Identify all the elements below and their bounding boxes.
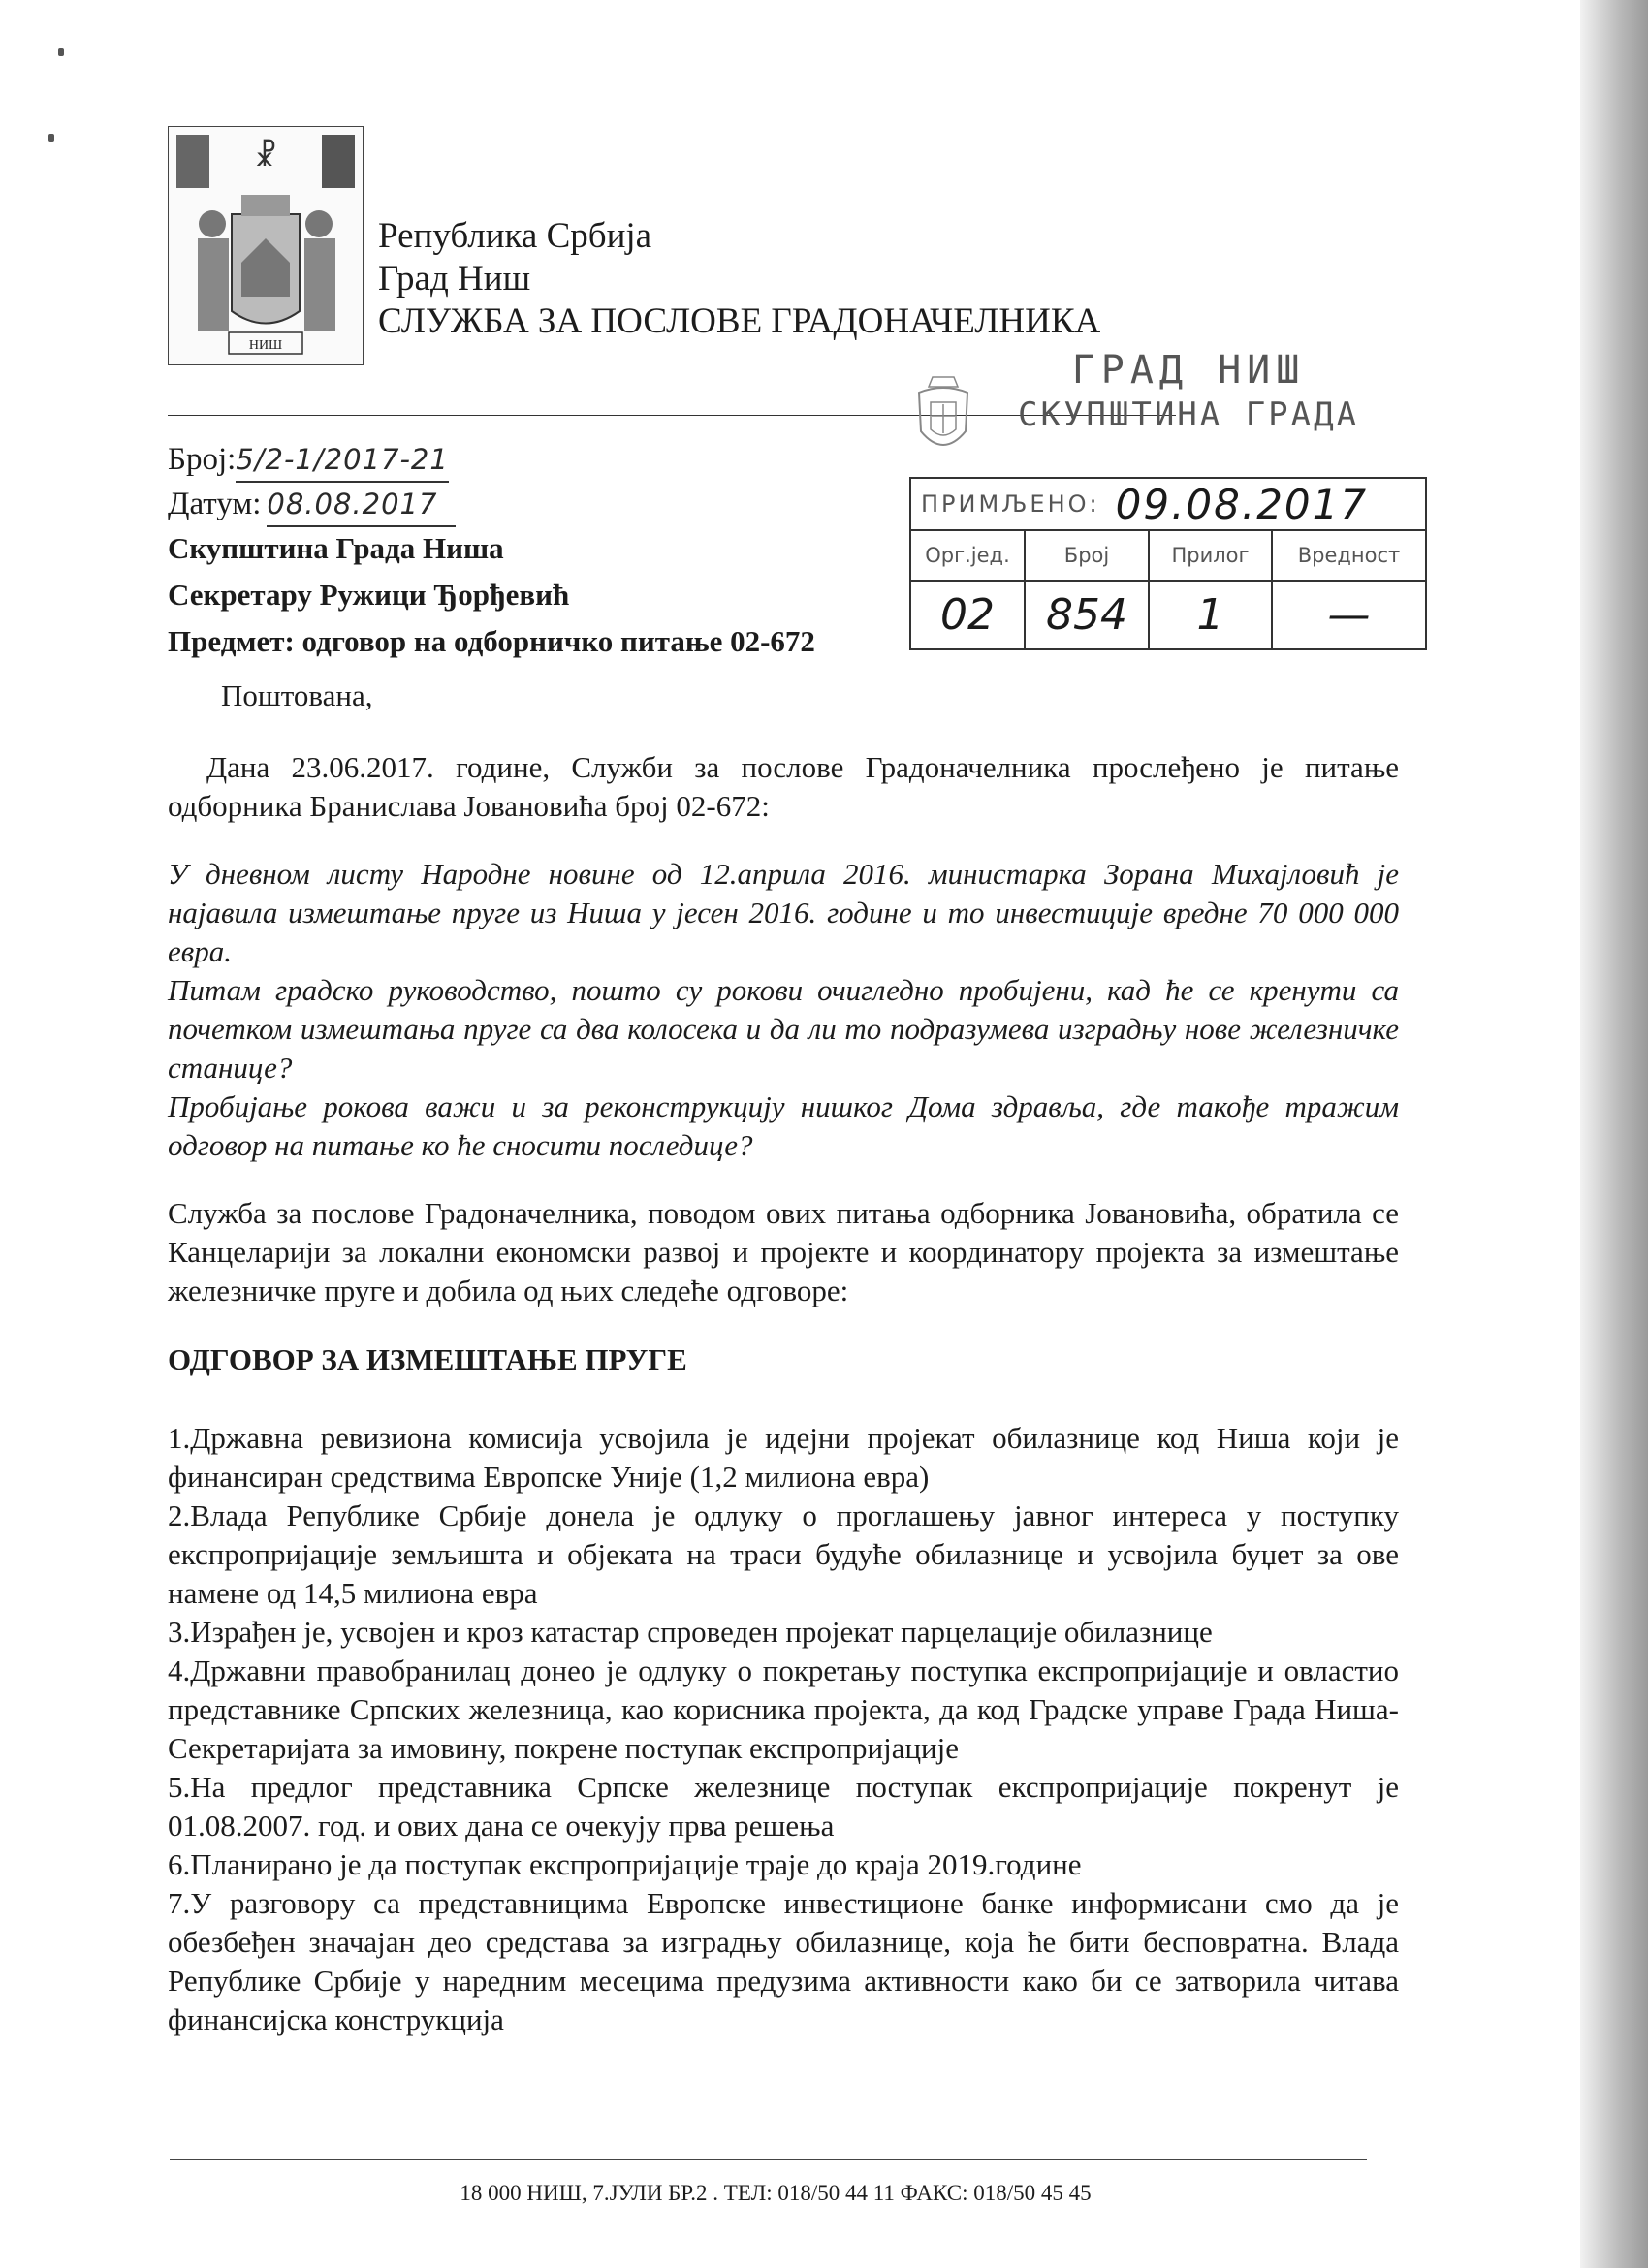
received-date: 09.08.2017: [1115, 480, 1369, 528]
answer-item: 2.Влада Републике Србије донела је одлуку о проглашењу јавног интереса у поступку експропријације земљишта и објеката на траси будуће обилазнице и усвојила буџет за ове намене од 14,5 милиона евра: [168, 1498, 1399, 1610]
serbian-emblem-stamp: [911, 373, 975, 460]
answer-item: 4.Државни правобранилац донео је одлуку о покретању поступка експропријације и овластио представнике Српских железница, као корисника пројекта, да код Градске управе Града Ниша-Секретаријата за имовину, покрене поступак експропријације: [168, 1654, 1399, 1765]
question-paragraph: Питам градско руководство, пошто су рокови очигледно пробијени, кад ће се кренути са почетком измештања пруге са два колосека и да ли то подразумева изградњу нове железничке станице?: [168, 973, 1399, 1085]
greeting: Поштована,: [221, 678, 373, 712]
reg-number-value: 854: [1026, 582, 1150, 648]
org-unit-value: 02: [911, 582, 1026, 648]
number-value: 5/2-1/2017-21: [236, 438, 449, 483]
value-value: —: [1327, 590, 1371, 640]
number-row: [168, 438, 456, 483]
document-meta: [168, 438, 456, 527]
date-label: Датум:: [168, 487, 262, 521]
answer-item: 6.Планирано је да поступак експропријације траје до краја 2019.године: [168, 1847, 1082, 1881]
svg-text:☧: ☧: [254, 140, 277, 173]
stamp-assembly: СКУПШТИНА ГРАДА: [1018, 395, 1360, 434]
received-row: [911, 479, 1425, 531]
footer-contact: 18 000 НИШ, 7.ЈУЛИ БР.2 . ТЕЛ: 018/50 44 11 ФАКС: 018/50 45 45: [460, 2181, 1092, 2205]
crest-caption: НИШ: [248, 338, 283, 353]
answer-item: 1.Државна ревизиона комисија усвојила је идејни пројекат обилазнице код Ниша који је финансиран средствима Европске Уније (1,2 милиона евра): [168, 1421, 1399, 1494]
city-assembly-stamp: [1018, 347, 1359, 436]
footer-divider: [170, 2159, 1367, 2160]
question-paragraph: Пробијање рокова важи и за реконструкцију нишког Дома здравља, где такође тражим одговор на питање ко ће сносити последице?: [168, 1089, 1399, 1162]
city-coat-of-arms: [168, 126, 364, 365]
answer-item: 3.Израђен је, усвојен и кроз катастар спроведен пројекат парцелације обилазнице: [168, 1615, 1213, 1649]
recipient-assembly: Скупштина Града Ниша: [168, 531, 504, 565]
answer-item: 5.На предлог представника Српске железнице поступак експропријације покренут је 01.08.2007. год. и ових дана се очекују прва решења: [168, 1770, 1399, 1843]
reg-number-header: Број: [1026, 531, 1150, 582]
registration-stamp: [909, 477, 1427, 650]
attachment-value: 1: [1150, 582, 1273, 648]
scan-mark: [48, 134, 54, 142]
stamp-city: ГРАД НИШ: [1071, 348, 1306, 393]
intro-paragraph: Дана 23.06.2017. године, Служби за послове Градоначелника прослеђено је питање одборника Бранислава Јовановића број 02-672:: [168, 750, 1399, 823]
org-unit-header: Орг.јед.: [911, 531, 1026, 582]
registration-grid: [911, 531, 1425, 648]
scanned-page-edge: [1580, 0, 1648, 2268]
letterhead-city: Град Ниш: [378, 259, 531, 299]
scan-mark: [58, 48, 64, 56]
recipient-block: [168, 525, 815, 665]
date-row: [168, 483, 456, 527]
answer-heading: ОДГОВОР ЗА ИЗМЕШТАЊЕ ПРУГЕ: [168, 1342, 687, 1376]
received-label: ПРИМЉЕНО:: [921, 490, 1100, 518]
attachment-header: Прилог: [1150, 531, 1273, 582]
councillor-question: [168, 855, 1399, 1165]
letterhead-office: СЛУЖБА ЗА ПОСЛОВЕ ГРАДОНАЧЕЛНИКА: [378, 301, 1101, 341]
subject-line: Предмет: одговор на одборничко питање 02-672: [168, 624, 815, 658]
answer-item: 7.У разговору са представницима Европске инвестиционе банке информисани смо да је обезбеђен значајан део средстава за изградњу обилазнице, која ће бити бесповратна. Влада Републике Србије у наредним месецима предузима активности како би се затворила читава финансијска конструкција: [168, 1886, 1399, 2036]
value-header: Вредност: [1273, 531, 1425, 582]
letterhead: [378, 215, 1100, 343]
recipient-secretary: Секретару Ружици Ђорђевић: [168, 578, 570, 612]
letterhead-country: Република Србија: [378, 216, 652, 256]
date-value: 08.08.2017: [267, 483, 456, 527]
answers-list: [168, 1419, 1399, 2039]
question-paragraph: У дневном листу Народне новине од 12.априла 2016. министарка Зорана Михајловић је најавила измештање пруге из Ниша у јесен 2016. године и то инвестиције вредне 70 000 000 евра.: [168, 857, 1399, 968]
response-intro-paragraph: Служба за послове Градоначелника, поводом ових питања одборника Јовановића, обратила се Канцеларији за локални економски развој и пројекте и координатору пројекта за измештање железничке пруге и добила од њих следеће одговоре:: [168, 1196, 1399, 1307]
number-label: Број:: [168, 442, 237, 477]
